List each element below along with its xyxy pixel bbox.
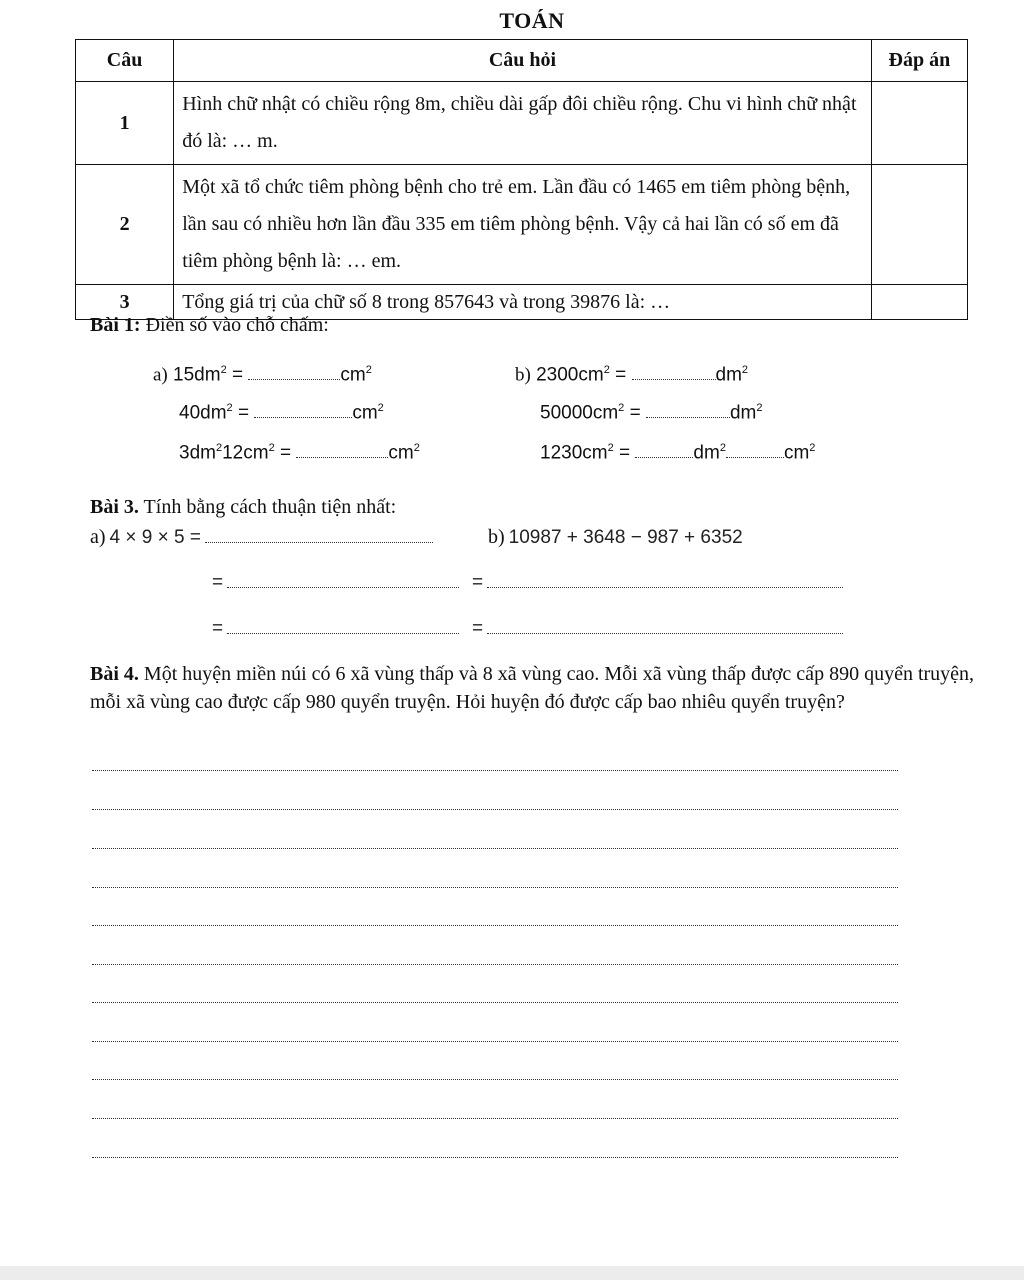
bai3-b-row [488, 526, 743, 549]
sup: 2 [607, 442, 614, 454]
bai1-a-row2 [179, 402, 384, 424]
question-number: 2 [76, 165, 174, 285]
unit: dm [715, 364, 742, 386]
sup: 2 [365, 364, 372, 376]
bai1-a-label: a) [153, 364, 168, 386]
bai3-a-label: a) [90, 526, 106, 548]
bai3-a-row [90, 526, 433, 549]
question-number: 1 [76, 82, 174, 165]
sup: 2 [603, 364, 610, 376]
bai4-paragraph [90, 660, 980, 716]
sup: 2 [377, 402, 384, 414]
bai4-text: Một huyện miền núi có 6 xã vùng thấp và 8 xã vùng cao. Mỗi xã vùng thấp được cấp 890 quyển truyện, mỗi xã vùng cao được cấp 980 quyển truyện. Hỏi huyện đó được cấp bao nhiêu quyển truyện? [90, 663, 975, 713]
eq: = [237, 402, 250, 424]
sup: 2 [215, 442, 223, 454]
bai1-a-row1 [153, 364, 372, 386]
sup: 2 [741, 364, 749, 376]
fill-blank[interactable] [632, 365, 716, 380]
eq: = [472, 618, 484, 639]
sup: 2 [413, 442, 420, 454]
bai4-label: Bài 4. [90, 663, 139, 685]
fill-blank[interactable] [254, 403, 352, 418]
expr: 2300cm [536, 364, 604, 386]
bai3-b-line3 [472, 618, 843, 640]
sup: 2 [220, 364, 227, 376]
bai3-heading [90, 496, 396, 519]
answer-line[interactable] [92, 887, 898, 888]
unit: cm [783, 442, 810, 464]
table-row [76, 82, 968, 165]
bai1-b-label: b) [515, 364, 531, 386]
table-row [76, 165, 968, 285]
fill-blank[interactable] [227, 619, 459, 634]
header-dap-an: Đáp án [871, 40, 967, 82]
bai1-heading [90, 314, 329, 337]
sup: 2 [756, 402, 763, 414]
eq: = [629, 402, 641, 424]
fill-blank[interactable] [248, 365, 340, 380]
eq: = [279, 442, 292, 464]
expr: 12cm [222, 442, 269, 464]
answer-line[interactable] [92, 925, 898, 926]
eq: = [615, 364, 627, 386]
unit: dm [729, 402, 757, 424]
bai3-a-line2 [212, 572, 459, 594]
bai3-a-expr: 4 × 9 × 5 = [109, 527, 201, 548]
answer-line[interactable] [92, 1118, 898, 1119]
eq: = [231, 364, 244, 386]
unit: cm [352, 402, 378, 424]
expr: 3dm [179, 442, 216, 464]
unit: cm [340, 364, 366, 386]
eq: = [212, 618, 224, 639]
bai3-b-line2 [472, 572, 843, 594]
page-bottom-edge [0, 1266, 1024, 1280]
bai1-b-row2 [540, 402, 763, 424]
answer-line[interactable] [92, 770, 898, 771]
bai3-instruction: Tính bằng cách thuận tiện nhất: [143, 496, 397, 518]
unit: dm [693, 442, 720, 464]
question-text: Tổng giá trị của chữ số 8 trong 857643 và trong 39876 là: … [174, 285, 872, 320]
bai1-b-row1 [515, 364, 748, 386]
bai3-label: Bài 3. [90, 496, 139, 518]
sup: 2 [268, 442, 275, 454]
bai3-b-label: b) [488, 526, 505, 548]
fill-blank[interactable] [487, 619, 843, 634]
fill-blank[interactable] [205, 528, 433, 543]
answer-line[interactable] [92, 1079, 898, 1080]
answer-line[interactable] [92, 848, 898, 849]
question-text: Một xã tổ chức tiêm phòng bệnh cho trẻ em. Lần đầu có 1465 em tiêm phòng bệnh, lần sau có nhiều hơn lần đầu 335 em tiêm phòng bệnh. Vậy cả hai lần có số em đã tiêm phòng bệnh là: … em. [174, 165, 872, 285]
bai1-b-row3 [540, 442, 815, 464]
fill-blank[interactable] [487, 573, 843, 588]
bai1-label: Bài 1: [90, 314, 141, 336]
question-text: Hình chữ nhật có chiều rộng 8m, chiều dài gấp đôi chiều rộng. Chu vi hình chữ nhật đó là: … m. [174, 82, 872, 165]
sup: 2 [226, 402, 233, 414]
expr: 15dm [173, 364, 221, 386]
expr: 40dm [179, 402, 227, 424]
sup: 2 [809, 442, 816, 454]
answer-cell[interactable] [871, 285, 967, 320]
bai1-a-row3 [179, 442, 420, 464]
bai3-a-line3 [212, 618, 459, 640]
table-header-row [76, 40, 968, 82]
fill-blank[interactable] [726, 443, 784, 458]
bai1-instruction: Điền số vào chỗ chấm: [145, 314, 329, 336]
fill-blank[interactable] [635, 443, 693, 458]
answer-line[interactable] [92, 964, 898, 965]
eq: = [212, 572, 224, 593]
question-number: 3 [76, 285, 174, 320]
expr: 1230cm [540, 442, 608, 464]
answer-line[interactable] [92, 809, 898, 810]
expr: 50000cm [540, 402, 619, 424]
fill-blank[interactable] [296, 443, 388, 458]
header-cau-hoi: Câu hỏi [174, 40, 872, 82]
page-title: TOÁN [499, 8, 565, 33]
answer-cell[interactable] [871, 82, 967, 165]
answer-line[interactable] [92, 1157, 898, 1158]
question-table [75, 39, 968, 320]
answer-line[interactable] [92, 1041, 898, 1042]
header-cau: Câu [76, 40, 174, 82]
unit: cm [388, 442, 414, 464]
bai3-b-expr: 10987 + 3648 − 987 + 6352 [508, 527, 743, 548]
answer-line[interactable] [92, 1002, 898, 1003]
eq: = [619, 442, 631, 464]
fill-blank[interactable] [227, 573, 459, 588]
fill-blank[interactable] [646, 403, 730, 418]
answer-cell[interactable] [871, 165, 967, 285]
sup: 2 [719, 442, 726, 454]
sup: 2 [618, 402, 625, 414]
eq: = [472, 572, 484, 593]
